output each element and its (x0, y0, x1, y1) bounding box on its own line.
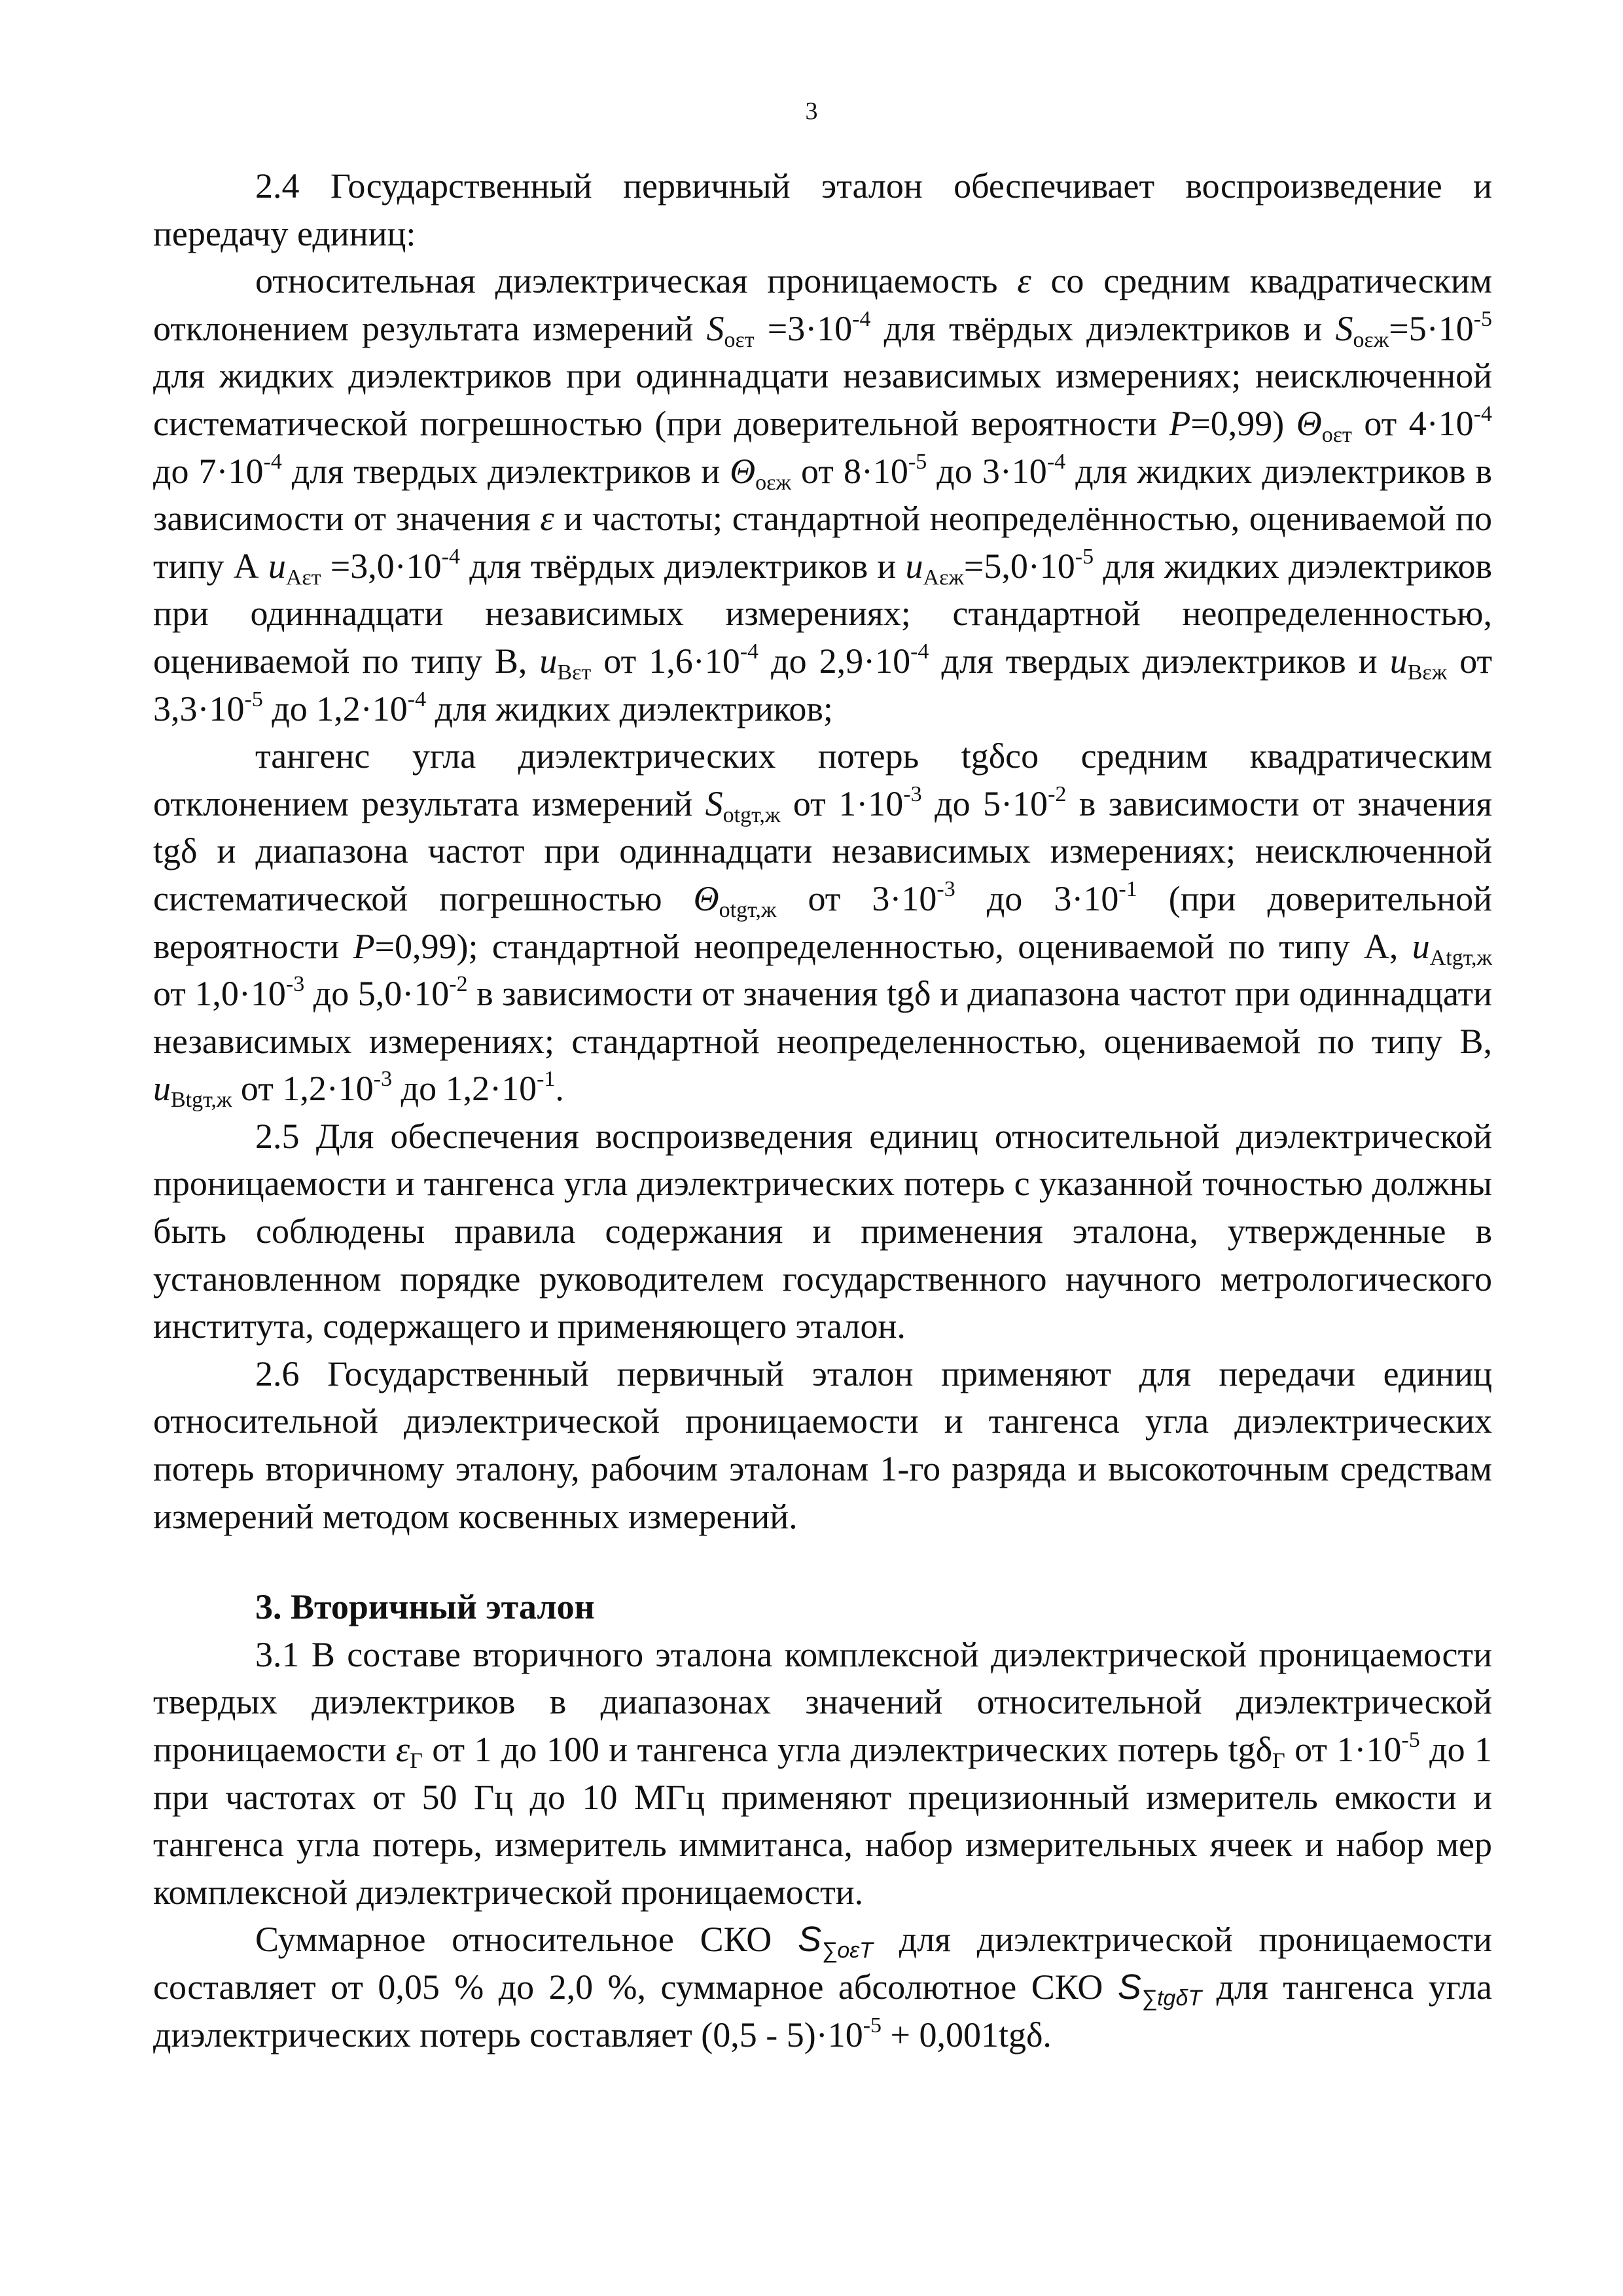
paragraph-2-4-intro: 2.4 Государственный первичный эталон обеспечивает воспроизведение и передачу единиц: (153, 166, 1492, 253)
paragraph-2-4-loss-tangent: тангенс угла диэлектрических потерь tgδсо средним квадратическим отклонением результата измерений $S_{otgт,ж}$ от $1\cdot 10^{-3}$ до $5\cdot 10^{-2}$ в зависимости от значения tgδ и диапазона частот при одиннадцати независимых измерениях; неисключенной систематической погрешностью $\Theta_{otgт,ж}$ от $3\cdot 10^{-3}$ до $3\cdot 10^{-1}$ (при доверительной вероятности P=0,99); стандартной неопределенностью, оцениваемой по типу А, $u_{Atgт,ж}$ от $1,0\cdot 10^{-3}$ до $5,0\cdot 10^{-2}$ в зависимости от значения tgδ и диапазона частот при одиннадцати независимых измерениях; стандартной неопределенностью, оцениваемой по типу В, $u_{Btgт,ж}$ от $1,2\cdot 10^{-3}$ до $1,2\cdot 10^{-1}$. (153, 736, 1493, 1113)
paragraph-2-5: 2.5 Для обеспечения воспроизведения единиц относительной диэлектрической проницаемости и тангенса угла диэлектрических потерь с указанной точностью должны быть соблюдены правила содержания и применения эталона, утвержденные в установленном порядке руководителем государственного научного метрологического института, содержащего и применяющего эталон. (153, 1116, 1492, 1346)
paragraph-2-4-permittivity: относительная диэлектрическая проницаемость ε со средним квадратическим отклонением результата измерений $S_{о\varepsilon т} =3\cdot 10^{-4}$ для твёрдых диэлектриков и $S_{о\varepsilon ж}=5\cdot 10^{-5}$ для жидких диэлектриков при одиннадцати независимых измерениях; неисключенной систематической погрешностью (при доверительной вероятности P=0,99) $\Theta_{о\varepsilon т}$ от $4\cdot 10^{-4}$ до $7\cdot 10^{-4}$ для твердых диэлектриков и $\Theta_{о\varepsilon ж}$ от $8\cdot 10^{-5}$ до $3\cdot 10^{-4}$ для жидких диэлектриков в зависимости от значения ε и частоты; стандартной неопределённостью, оцениваемой по типу А $u_{A\varepsilon т} =3,0\cdot 10^{-4}$ для твёрдых диэлектриков и $u_{A\varepsilon ж}=5,0\cdot 10^{-5}$ для жидких диэлектриков при одиннадцати независимых измерениях; стандартной неопределенностью, оцениваемой по типу В, $u_{B\varepsilon т}$ от $1,6\cdot 10^{-4}$ до $2,9\cdot 10^{-4}$ для твердых диэлектриков и $u_{B\varepsilon ж}$ от $3,3\cdot 10^{-5}$ до $1,2\cdot 10^{-4}$ для жидких диэлектриков; (153, 261, 1493, 728)
paragraph-summary: Суммарное относительное СКО $S_{\sum о\varepsilon Т}$ для диэлектрической проницаемости составляет от 0,05 % до 2,0 %, суммарное абсолютное СКО $S_{\sum tg\delta Т}$ для тангенса угла диэлектрических потерь составляет $(0,5 - 5)\cdot 10^{-5} + 0,001tg\delta$. (153, 1920, 1493, 2054)
paragraph-2-6: 2.6 Государственный первичный эталон применяют для передачи единиц относительной диэлектрической проницаемости и тангенса угла диэлектрических потерь вторичному эталону, рабочим эталонам 1-го разряда и высокоточным средствам измерений методом косвенных измерений. (153, 1354, 1492, 1536)
paragraph-3-1: 3.1 В составе вторичного эталона комплексной диэлектрической проницаемости твердых диэлектриков в диапазонах значений относительной диэлектрической проницаемости $\varepsilon_Г$ от 1 до 100 и тангенса угла диэлектрических потерь tgδ$_Г$ от $1\cdot 10^{-5}$ до 1 при частотах от 50 Гц до 10 МГц применяют прецизионный измеритель емкости и тангенса угла потерь, измеритель иммитанса, набор измерительных ячеек и набор мер комплексной диэлектрической проницаемости. (153, 1634, 1493, 1912)
page-number: 3 (805, 98, 818, 125)
section-3-heading: 3. Вторичный эталон (255, 1587, 595, 1627)
document-body (153, 162, 1492, 2058)
